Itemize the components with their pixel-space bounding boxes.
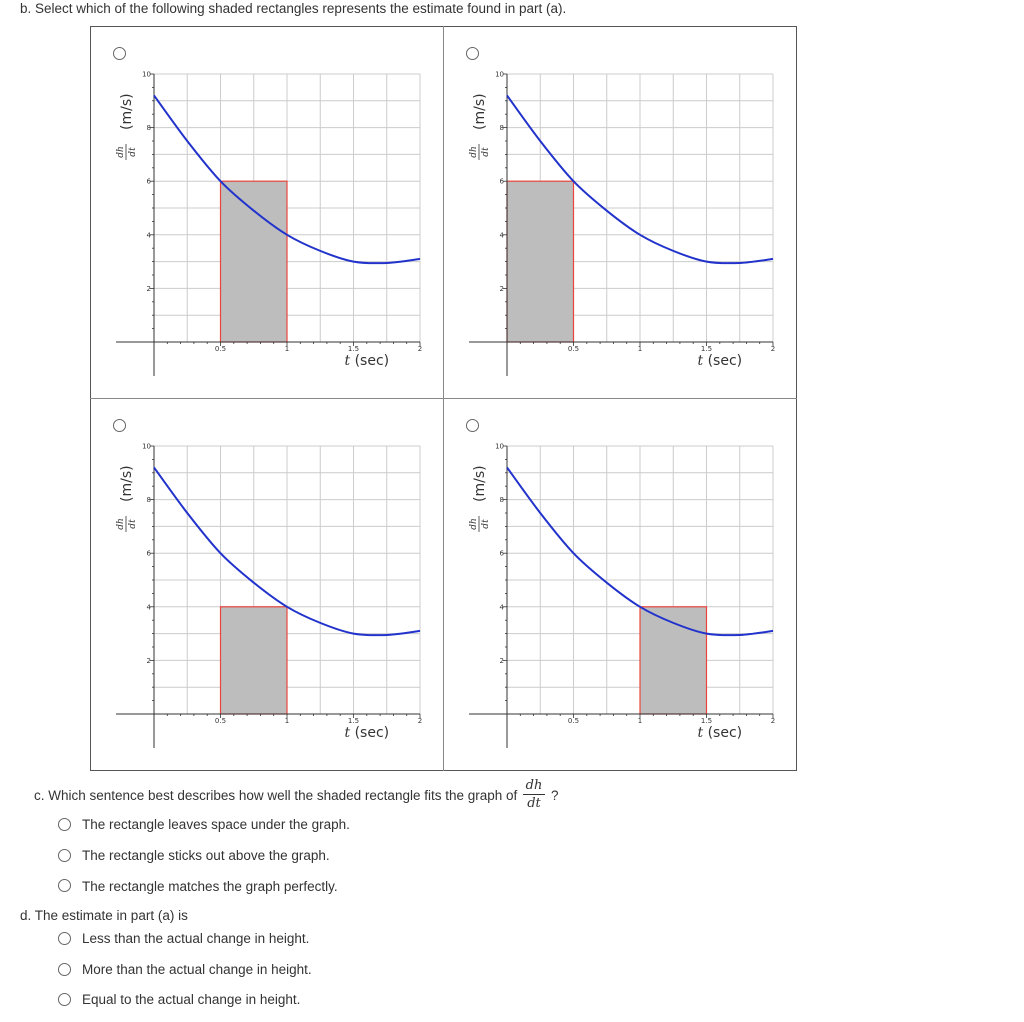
shaded-rectangle [507, 181, 574, 342]
part-c-prompt: c. Which sentence best describes how well the shaded rectangle fits the graph of [34, 788, 518, 803]
y-tick-label: 6 [146, 177, 151, 186]
y-tick-label: 2 [146, 284, 151, 293]
x-tick-label: 0.5 [214, 717, 227, 725]
fraction-bar [523, 794, 545, 795]
y-tick-label: 4 [146, 231, 151, 240]
y-tick-label: 2 [499, 656, 504, 665]
x-tick-label: 2 [417, 345, 423, 353]
y-axis-label [116, 465, 138, 532]
graph-option-2[interactable] [453, 60, 793, 410]
y-axis-label [469, 93, 491, 160]
part-d-option-3-radio[interactable] [58, 993, 71, 1006]
y-axis-label-denominator: dt [481, 147, 491, 157]
part-c-fraction-numerator: dh [525, 778, 543, 793]
y-axis-label [116, 93, 138, 160]
y-axis-label-denominator: dt [481, 519, 491, 529]
x-tick-label: 0.5 [214, 345, 227, 353]
chart-svg [453, 432, 793, 782]
part-d-option-1-radio[interactable] [58, 932, 71, 945]
y-tick-label: 10 [495, 442, 504, 451]
x-axis-label-units: (sec) [703, 353, 743, 369]
y-axis-label-numerator: dh [116, 518, 126, 530]
part-c-option-2-radio[interactable] [58, 849, 71, 862]
x-tick-label: 0.5 [567, 345, 580, 353]
part-d-option-2-radio[interactable] [58, 963, 71, 976]
y-tick-label: 4 [499, 231, 504, 240]
y-tick-label: 8 [146, 124, 151, 133]
part-c-option-2-label[interactable]: The rectangle sticks out above the graph. [82, 848, 330, 863]
y-axis-label-units: (m/s) [119, 93, 135, 130]
chart-svg [453, 60, 793, 410]
part-b-prompt: b. Select which of the following shaded rectangles represents the estimate found in part (a). [20, 1, 567, 16]
y-tick-label: 6 [146, 549, 151, 558]
shaded-rectangle [221, 607, 288, 714]
part-c-fraction [523, 778, 545, 811]
x-tick-label: 1.5 [700, 345, 713, 353]
x-tick-label: 1 [284, 717, 290, 725]
x-axis-label-units: (sec) [703, 725, 743, 741]
graph-option-3-radio[interactable] [113, 419, 126, 432]
x-tick-label: 1 [637, 345, 643, 353]
part-d-prompt: d. The estimate in part (a) is [20, 908, 188, 923]
x-axis-label-variable: t [697, 353, 704, 369]
y-tick-label: 4 [146, 603, 151, 612]
x-axis-label [697, 725, 742, 741]
x-axis-label-units: (sec) [350, 353, 390, 369]
y-axis-label-numerator: dh [116, 146, 126, 158]
part-c-option-1-radio[interactable] [58, 818, 71, 831]
graph-option-1-radio[interactable] [113, 47, 126, 60]
y-tick-label: 6 [499, 549, 504, 558]
y-tick-label: 8 [499, 496, 504, 505]
part-c-option-1-label[interactable]: The rectangle leaves space under the graph. [82, 817, 350, 832]
y-tick-label: 6 [499, 177, 504, 186]
x-tick-label: 2 [770, 345, 776, 353]
y-axis-label [469, 465, 491, 532]
y-axis-label-units: (m/s) [472, 93, 488, 130]
x-tick-label: 1.5 [347, 717, 360, 725]
x-axis-label-units: (sec) [350, 725, 390, 741]
x-tick-label: 1.5 [700, 717, 713, 725]
y-axis-label-units: (m/s) [119, 465, 135, 502]
y-axis-label-numerator: dh [469, 146, 479, 158]
y-axis-label-denominator: dt [128, 519, 138, 529]
part-d-option-3-label[interactable]: Equal to the actual change in height. [82, 992, 301, 1007]
graph-option-4-radio[interactable] [466, 419, 479, 432]
y-tick-label: 10 [142, 70, 151, 79]
x-axis-label [697, 353, 742, 369]
y-tick-label: 8 [146, 496, 151, 505]
shaded-rectangle [221, 181, 288, 342]
y-tick-label: 4 [499, 603, 504, 612]
y-axis-label-units: (m/s) [472, 465, 488, 502]
graph-option-2-radio[interactable] [466, 47, 479, 60]
y-axis-label-denominator: dt [128, 147, 138, 157]
x-axis-label [344, 353, 389, 369]
x-axis-label-variable: t [344, 353, 351, 369]
y-tick-label: 8 [499, 124, 504, 133]
y-tick-label: 10 [142, 442, 151, 451]
graph-option-1[interactable] [100, 60, 440, 410]
y-tick-label: 2 [146, 656, 151, 665]
x-tick-label: 2 [417, 717, 423, 725]
y-tick-label: 10 [495, 70, 504, 79]
x-axis-label-variable: t [344, 725, 351, 741]
x-axis-label-variable: t [697, 725, 704, 741]
part-c-question-mark: ? [551, 788, 559, 803]
x-tick-label: 0.5 [567, 717, 580, 725]
x-tick-label: 1 [637, 717, 643, 725]
chart-svg [100, 60, 440, 410]
x-axis-label [344, 725, 389, 741]
x-tick-label: 1 [284, 345, 290, 353]
part-d-option-1-label[interactable]: Less than the actual change in height. [82, 931, 310, 946]
y-axis-label-numerator: dh [469, 518, 479, 530]
part-c-fraction-denominator: dt [527, 796, 541, 811]
y-tick-label: 2 [499, 284, 504, 293]
part-c-option-3-label[interactable]: The rectangle matches the graph perfectly. [82, 879, 338, 894]
x-tick-label: 1.5 [347, 345, 360, 353]
part-d-option-2-label[interactable]: More than the actual change in height. [82, 962, 312, 977]
part-c-option-3-radio[interactable] [58, 879, 71, 892]
chart-svg [100, 432, 440, 782]
graph-option-4[interactable] [453, 432, 793, 782]
x-tick-label: 2 [770, 717, 776, 725]
graph-option-3[interactable] [100, 432, 440, 782]
